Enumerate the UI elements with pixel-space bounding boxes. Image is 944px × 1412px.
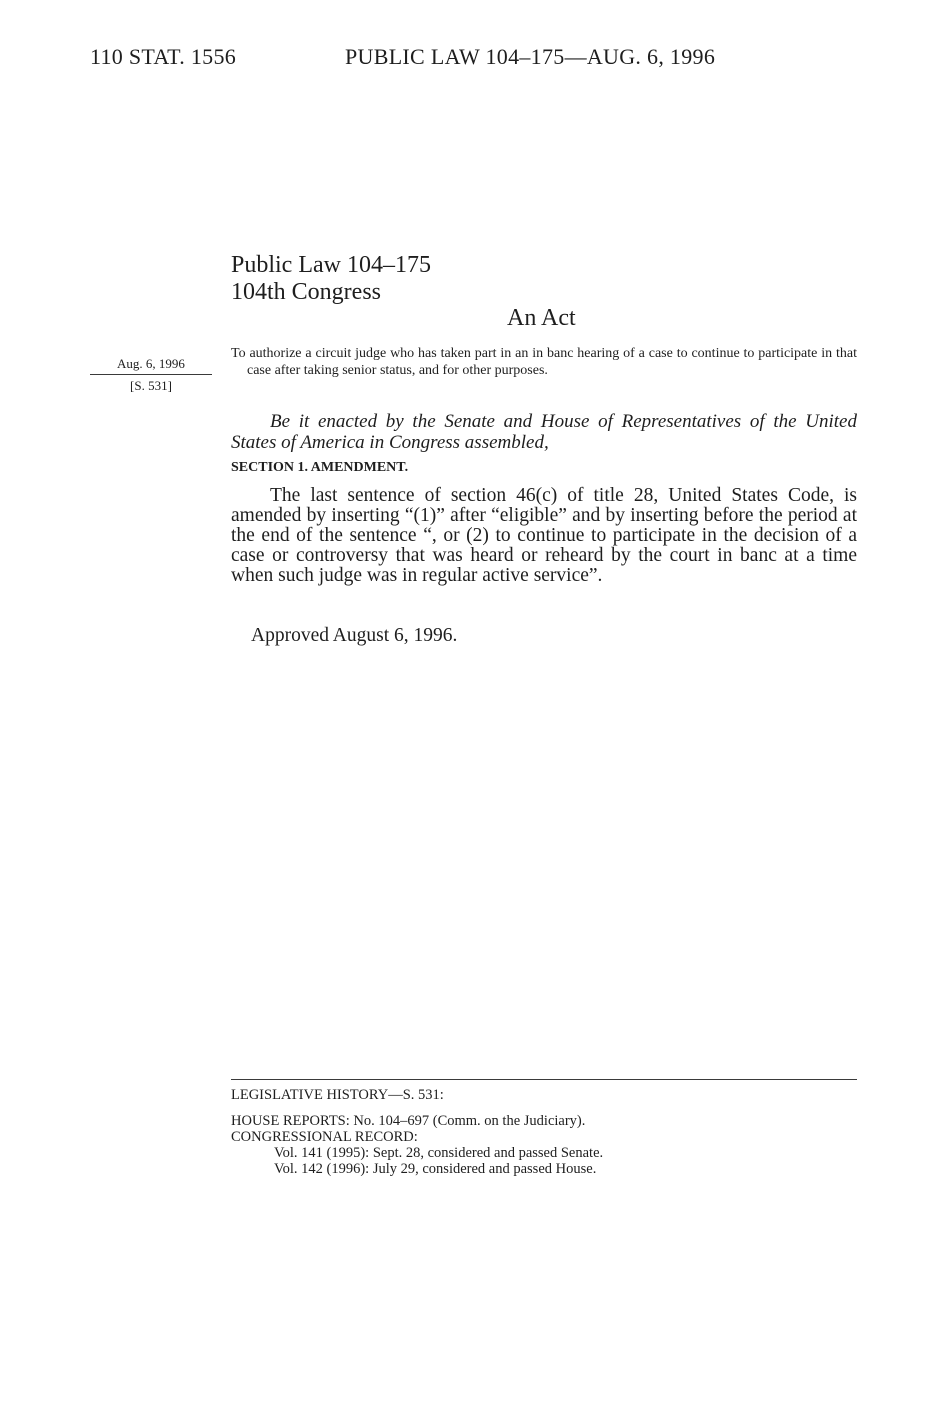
running-header: PUBLIC LAW 104–175—AUG. 6, 1996 [345,44,716,69]
act-heading: An Act [507,305,576,331]
long-title: To authorize a circuit judge who has taken part in an in banc hearing of a case to continue to participate in that case after taking senior status, and for other purposes. [231,346,857,378]
record-entry: Vol. 142 (1996): July 29, considered and passed House. [274,1161,597,1177]
house-reports-line: HOUSE REPORTS: No. 104–697 (Comm. on the Judiciary). [231,1113,586,1129]
legislative-history-divider [231,1079,857,1080]
public-law-number: Public Law 104–175 [231,252,431,278]
margin-note-date: Aug. 6, 1996 [117,356,185,371]
legislative-history-title: LEGISLATIVE HISTORY—S. 531: [231,1087,444,1103]
enacting-clause: Be it enacted by the Senate and House of Representatives of the United States of America in Congress assembled, [231,411,857,453]
margin-note-divider [90,374,212,375]
section-text: The last sentence of section 46(c) of title 28, United States Code, is amended by inserting “(1)” after “eligible” and by inserting before the period at the end of the sentence “, or (2) to continue to participate in the decision of a case or controversy that was heard or reheard by the court in banc at a time when such judge was in regular active service”. [231,485,857,586]
record-entry: Vol. 141 (1995): Sept. 28, considered and passed Senate. [274,1145,604,1161]
congress-label: 104th Congress [231,279,381,305]
margin-note-bill-number: [S. 531] [130,378,172,393]
section-heading: SECTION 1. AMENDMENT. [231,460,409,475]
stat-citation: 110 STAT. 1556 [90,44,237,69]
approval-line: Approved August 6, 1996. [251,625,458,646]
congressional-record-line: CONGRESSIONAL RECORD: [231,1129,418,1145]
